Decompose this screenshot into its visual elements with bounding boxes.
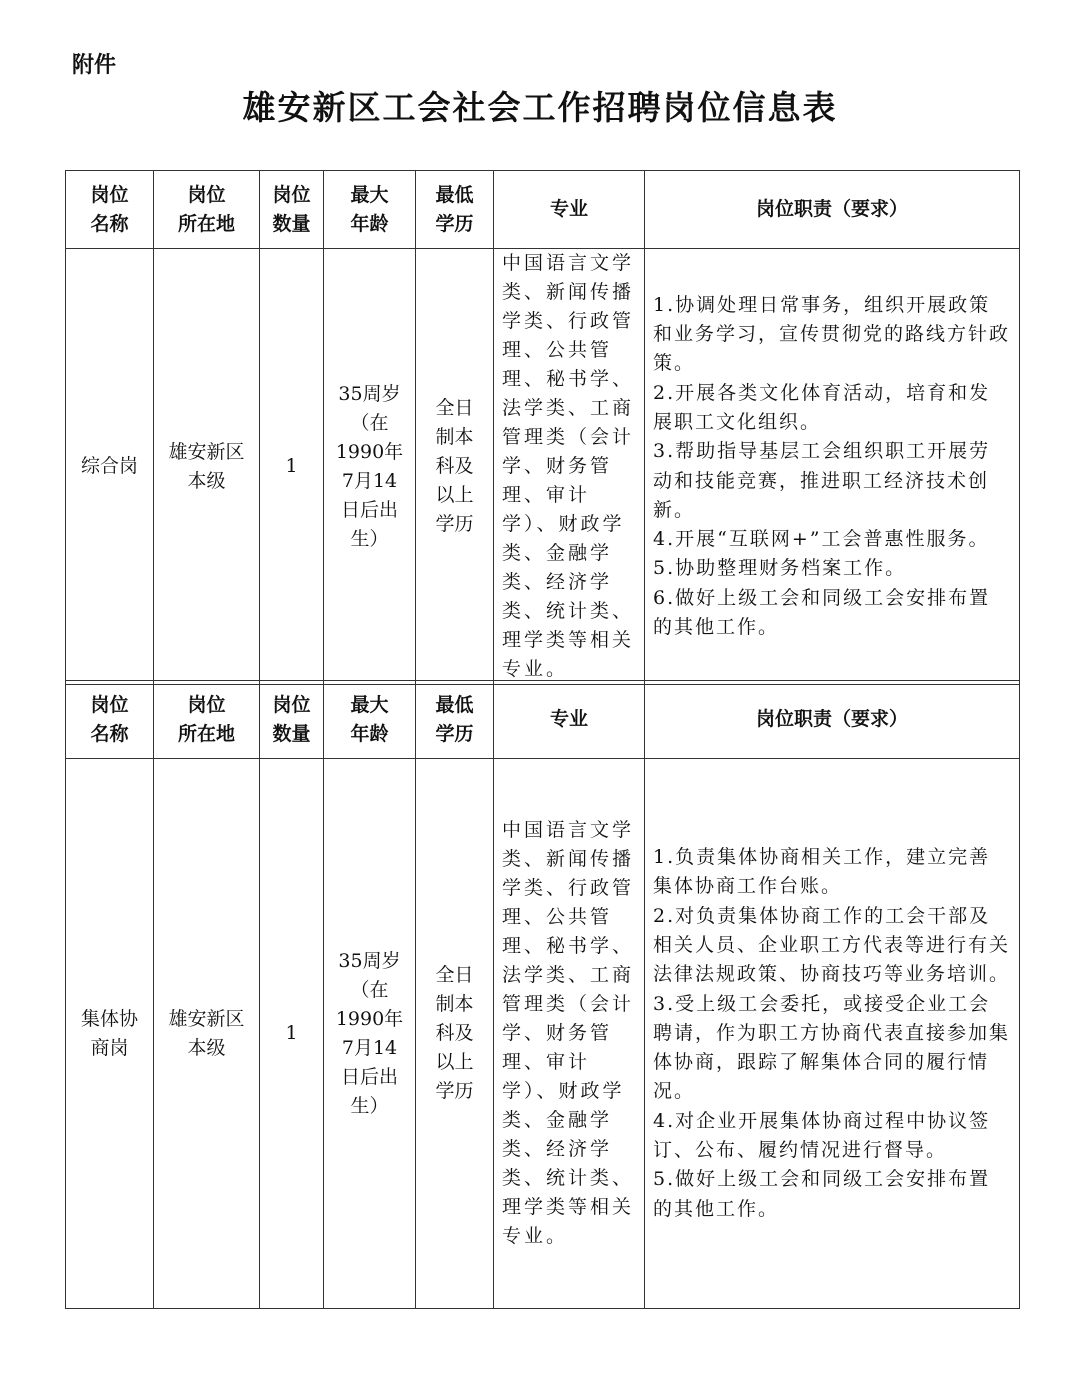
duty-item: 2.对负责集体协商工作的工会干部及相关人员、企业职工方代表等进行有关法律法规政策、协商技巧等业务培训。 <box>653 904 1011 986</box>
position-education: 全日制本科及以上学历 <box>416 759 494 1309</box>
duty-item: 2.开展各类文化体育活动，培育和发展职工文化组织。 <box>653 381 991 433</box>
header-name: 岗位 名称 <box>66 171 154 249</box>
header-location: 岗位 所在地 <box>154 681 260 759</box>
header-count: 岗位 数量 <box>260 171 324 249</box>
header-age: 最大 年龄 <box>324 171 416 249</box>
header-duties: 岗位职责（要求） <box>645 171 1020 249</box>
header-duties: 岗位职责（要求） <box>645 681 1020 759</box>
position-major: 中国语言文学类、新闻传播学类、行政管理、公共管理、秘书学、法学类、工商管理类（会计学、财务管理、审计学）、财政学类、金融学类、经济学类、统计类、理学类等相关专业。 <box>494 249 645 685</box>
table-row <box>66 759 1020 1309</box>
job-table <box>65 170 1020 685</box>
position-age: 35周岁（在1990年7月14日后出生） <box>324 249 416 685</box>
duty-item: 5.做好上级工会和同级工会安排布置的其他工作。 <box>653 1168 991 1220</box>
duty-item: 5.协助整理财务档案工作。 <box>653 557 907 580</box>
position-name: 集体协商岗 <box>66 759 154 1309</box>
header-count: 岗位 数量 <box>260 681 324 759</box>
job-table <box>65 680 1020 1309</box>
duty-item: 6.做好上级工会和同级工会安排布置的其他工作。 <box>653 586 991 638</box>
position-duties <box>645 759 1020 1309</box>
position-location: 雄安新区本级 <box>154 759 260 1309</box>
position-education: 全日制本科及以上学历 <box>416 249 494 685</box>
page-title: 雄安新区工会社会工作招聘岗位信息表 <box>242 88 838 127</box>
position-count: 1 <box>260 249 324 685</box>
position-age: 35周岁（在1990年7月14日后出生） <box>324 759 416 1309</box>
table-row <box>66 249 1020 685</box>
position-location: 雄安新区本级 <box>154 249 260 685</box>
header-age: 最大 年龄 <box>324 681 416 759</box>
header-major: 专业 <box>494 171 645 249</box>
table-header-row <box>66 681 1020 759</box>
header-location: 岗位 所在地 <box>154 171 260 249</box>
position-count: 1 <box>260 759 324 1309</box>
attachment-label: 附件 <box>72 53 117 78</box>
header-education: 最低 学历 <box>416 681 494 759</box>
header-major: 专业 <box>494 681 645 759</box>
duty-item: 1.协调处理日常事务，组织开展政策和业务学习，宣传贯彻党的路线方针政策。 <box>653 293 1011 375</box>
position-major: 中国语言文学类、新闻传播学类、行政管理、公共管理、秘书学、法学类、工商管理类（会计学、财务管理、审计学）、财政学类、金融学类、经济学类、统计类、理学类等相关专业。 <box>494 759 645 1309</box>
duty-item: 3.受上级工会委托，或接受企业工会聘请，作为职工方协商代表直接参加集体协商，跟踪了解集体合同的履行情况。 <box>653 992 1011 1103</box>
duty-item: 4.开展“互联网+”工会普惠性服务。 <box>653 528 990 551</box>
duty-item: 1.负责集体协商相关工作，建立完善集体协商工作台账。 <box>653 846 991 898</box>
header-education: 最低 学历 <box>416 171 494 249</box>
position-name: 综合岗 <box>66 249 154 685</box>
table-header-row <box>66 171 1020 249</box>
duty-item: 3.帮助指导基层工会组织职工开展劳动和技能竞赛，推进职工经济技术创新。 <box>653 440 991 521</box>
header-name: 岗位 名称 <box>66 681 154 759</box>
position-duties <box>645 249 1020 685</box>
duty-item: 4.对企业开展集体协商过程中协议签订、公布、履约情况进行督导。 <box>653 1109 991 1162</box>
